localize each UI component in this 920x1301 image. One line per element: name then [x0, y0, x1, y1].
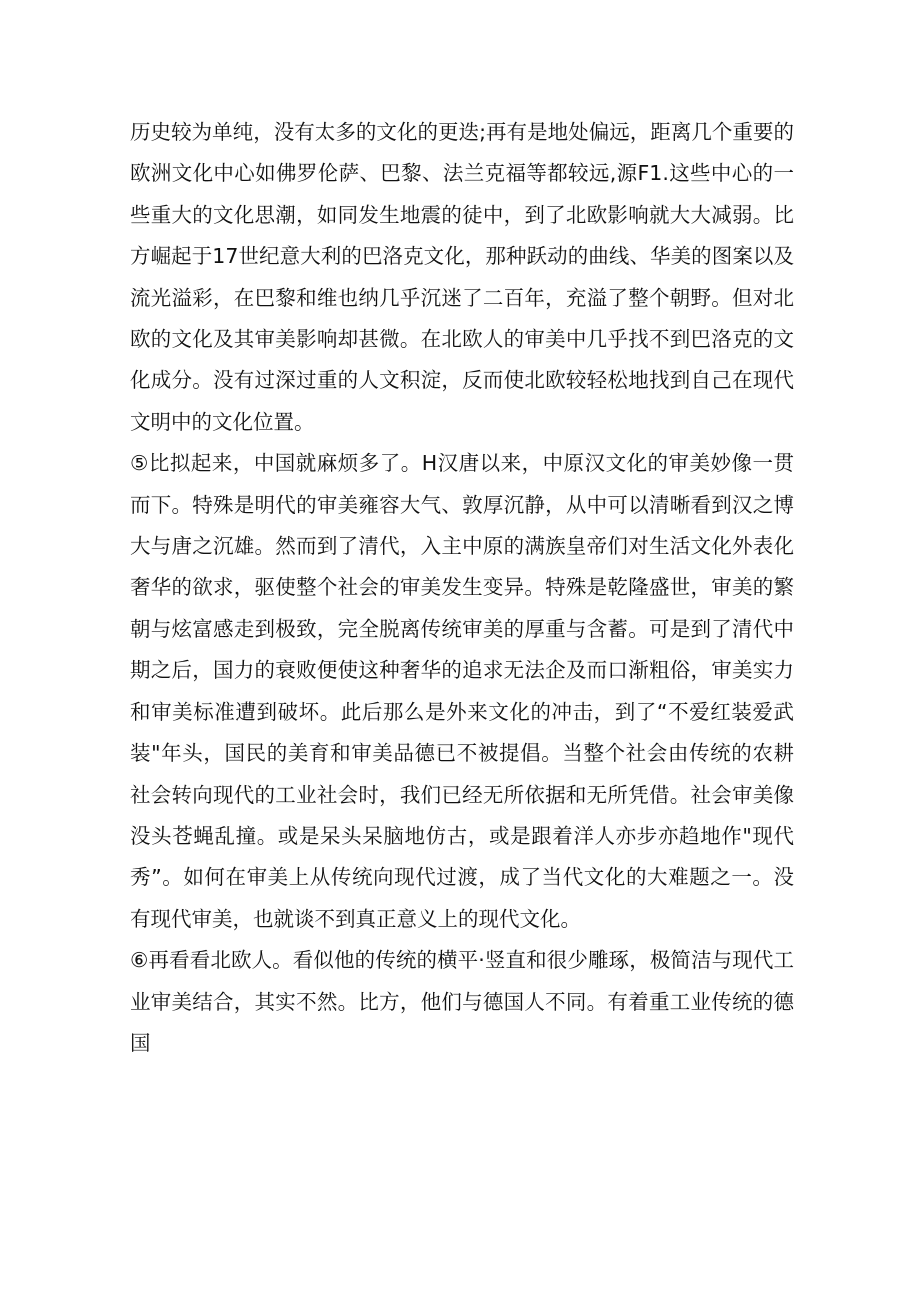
body-text	[130, 112, 794, 1064]
paragraph-2: ⑤比拟起来，中国就麻烦多了。H汉唐以来，中原汉文化的审美妙像一贯而下。特殊是明代的审美雍容大气、敦厚沉静，从中可以清晰看到汉之博大与唐之沉雄。然而到了清代，入主中原的满族皇帝们对生活文化外表化奢华的欲求，驱使整个社会的审美发生变异。特殊是乾隆盛世，审美的繁朝与炫富感走到极致，完全脱离传统审美的厚重与含蓄。可是到了清代中期之后，国力的衰败便使这种奢华的追求无法企及而口渐粗俗，审美实力和审美标准遭到破坏。此后那么是外来文化的冲击，到了“不爱红装爱武装"年头，国民的美育和审美品德已不被提倡。当整个社会由传统的农耕社会转向现代的工业社会时，我们已经无所依据和无所凭借。社会审美像没头苍蝇乱撞。或是呆头呆脑地仿古，或是跟着洋人亦步亦趋地作"现代秀”。如何在审美上从传统向现代过渡，成了当代文化的大难题之一。没有现代审美，也就谈不到真正意义上的现代文化。	[130, 451, 794, 931]
paragraph-1: 历史较为单纯，没有太多的文化的更迭;再有是地处偏远，距离几个重要的欧洲文化中心如佛罗伦萨、巴黎、法兰克福等都较远,源F1.这些中心的一些重大的文化思潮，如同发生地震的徒中，到了北欧影响就大大减弱。比方崛起于17世纪意大利的巴洛克文化，那种跃动的曲线、华美的图案以及流光溢彩，在巴黎和维也纳几乎沉迷了二百年，充溢了整个朝野。但对北欧的文化及其审美影响却甚微。在北欧人的审美中几乎找不到巴洛克的文化成分。没有过深过重的人文积淀，反而使北欧较轻松地找到自己在现代文明中的文化位置。	[130, 120, 794, 434]
paragraph-3: ⑥再看看北欧人。看似他的传统的横平·竖直和很少雕琢，极简洁与现代工业审美结合，其实不然。比方，他们与德国人不同。有着重工业传统的德国	[130, 948, 794, 1055]
